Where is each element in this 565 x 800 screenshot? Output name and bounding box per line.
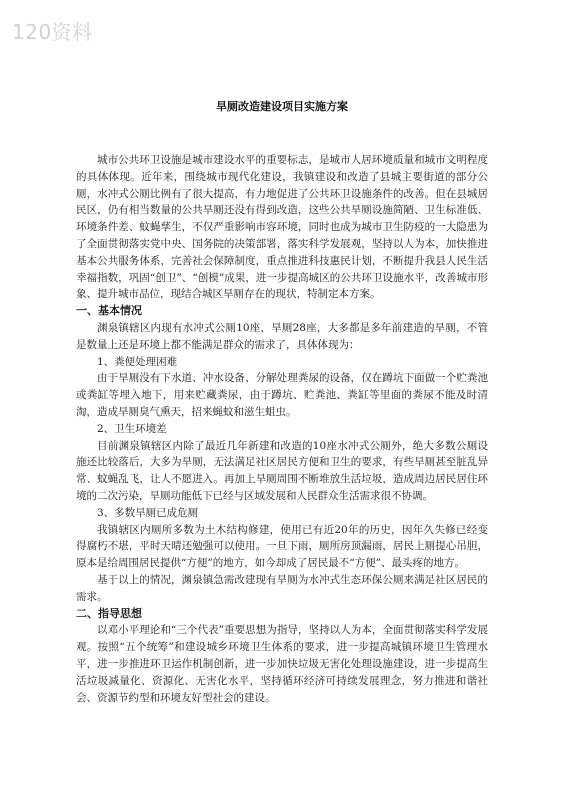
section1-conclusion: 基于以上的情况，渊泉镇急需改建现有旱厕为水冲式生态环保公厕来满足社区居民的需求。 [76,573,488,603]
sub1-paragraph: 由于旱厕没有下水道、冲水设备、分解处理粪尿的设备，仅在蹲坑下面做一个贮粪池或粪缸等埋入地下，用来贮藏粪尿，由于蹲坑、贮粪池、粪缸等里面的粪尿不能及时清淘，造成旱厕臭气熏天，招来蝇蚊和滋生蛆虫。 [76,372,488,418]
document-title: 旱厕改造建设项目实施方案 [216,100,348,113]
section2-paragraph: 以邓小平理论和“三个代表”重要思想为指导，坚持以人为本，全面贯彻落实科学发展观。按照“五个统筹”和建设城乡环境卫生体系的要求，进一步提高城镇环境卫生管理水平，进一步推进环卫运作机制创新，进一步加快垃圾无害化处理设施建设，进一步提高生活垃圾减量化、资源化、无害化水平，坚持循环经济可持续发展理念，努力推进和谐社会、资源节约型和环境友好型社会的建设。 [76,624,488,704]
watermark: 120资料 [12,20,93,44]
sub3-paragraph: 我镇辖区内厕所多数为土木结构修建，使用已有近20年的历史，因年久失修已经变得腐朽不堪，平时天晴还勉强可以使用。一旦下雨，厕所房顶漏雨，居民上厕提心吊胆，原本是给周围居民提供“方便”的地方，如今却成了居民最不“方便”、最头疼的地方。 [76,523,488,570]
document-page [76,98,488,706]
sub2-paragraph: 目前渊泉镇辖区内除了最近几年新建和改造的10座水冲式公厕外，绝大多数公厕设施还比较落后，大多为旱厕，无法满足社区居民方便和卫生的要求，有些旱厕甚至脏乱异常、蚊蝇乱飞，让人不愿进入。再加上旱厕周围不断堆放生活垃圾，造成周边居民居住环境的二次污染，旱厕功能低下已经与区域发展和人民群众生活需求很不协调。 [76,439,488,502]
intro-paragraph: 城市公共环卫设施是城市建设水平的重要标志，是城市人居环境质量和城市文明程度的具体体现。近年来，围绕城市现代化建设，我镇建设和改造了县城主要街道的部分公厕，水冲式公厕比例有了很大提高，有力地促进了公共环卫设施条件的改善。但在县城居民区，仍有相当数量的公共旱厕还没有得到改造，这些公共旱厕设施简陋、卫生标准低、环境条件差、蚊蝇孳生，不仅严重影响市容环境，同时也成为城市卫生防疫的一大隐患为了全面贯彻落实党中央、国务院的决策部署，落实科学发展观，坚持以人为本，加快推进基本公共服务体系，完善社会保障制度，重点推进科技惠民计划，不断提升我县人民生活幸福指数，巩固“创卫”、“创模”成果，进一步提高城区的公共环卫设施水平，改善城市形象、提升城市品位，现结合城区旱厕存在的现状，特制定本方案。 [76,154,488,301]
sub2-heading: 2、卫生环境差 [97,422,167,435]
section2-heading: 二、指导思想 [76,606,142,620]
section1-heading: 一、基本情况 [76,304,142,318]
section1-paragraph: 渊泉镇辖区内现有水冲式公厕10座，旱厕28座，大多都是多年前建造的旱厕，不管是数量上还是环境上都不能满足群众的需求了，具体体现为： [76,321,488,351]
sub3-heading: 3、多数旱厕已成危厕 [97,506,199,519]
sub1-heading: 1、粪便处理困难 [97,355,178,368]
